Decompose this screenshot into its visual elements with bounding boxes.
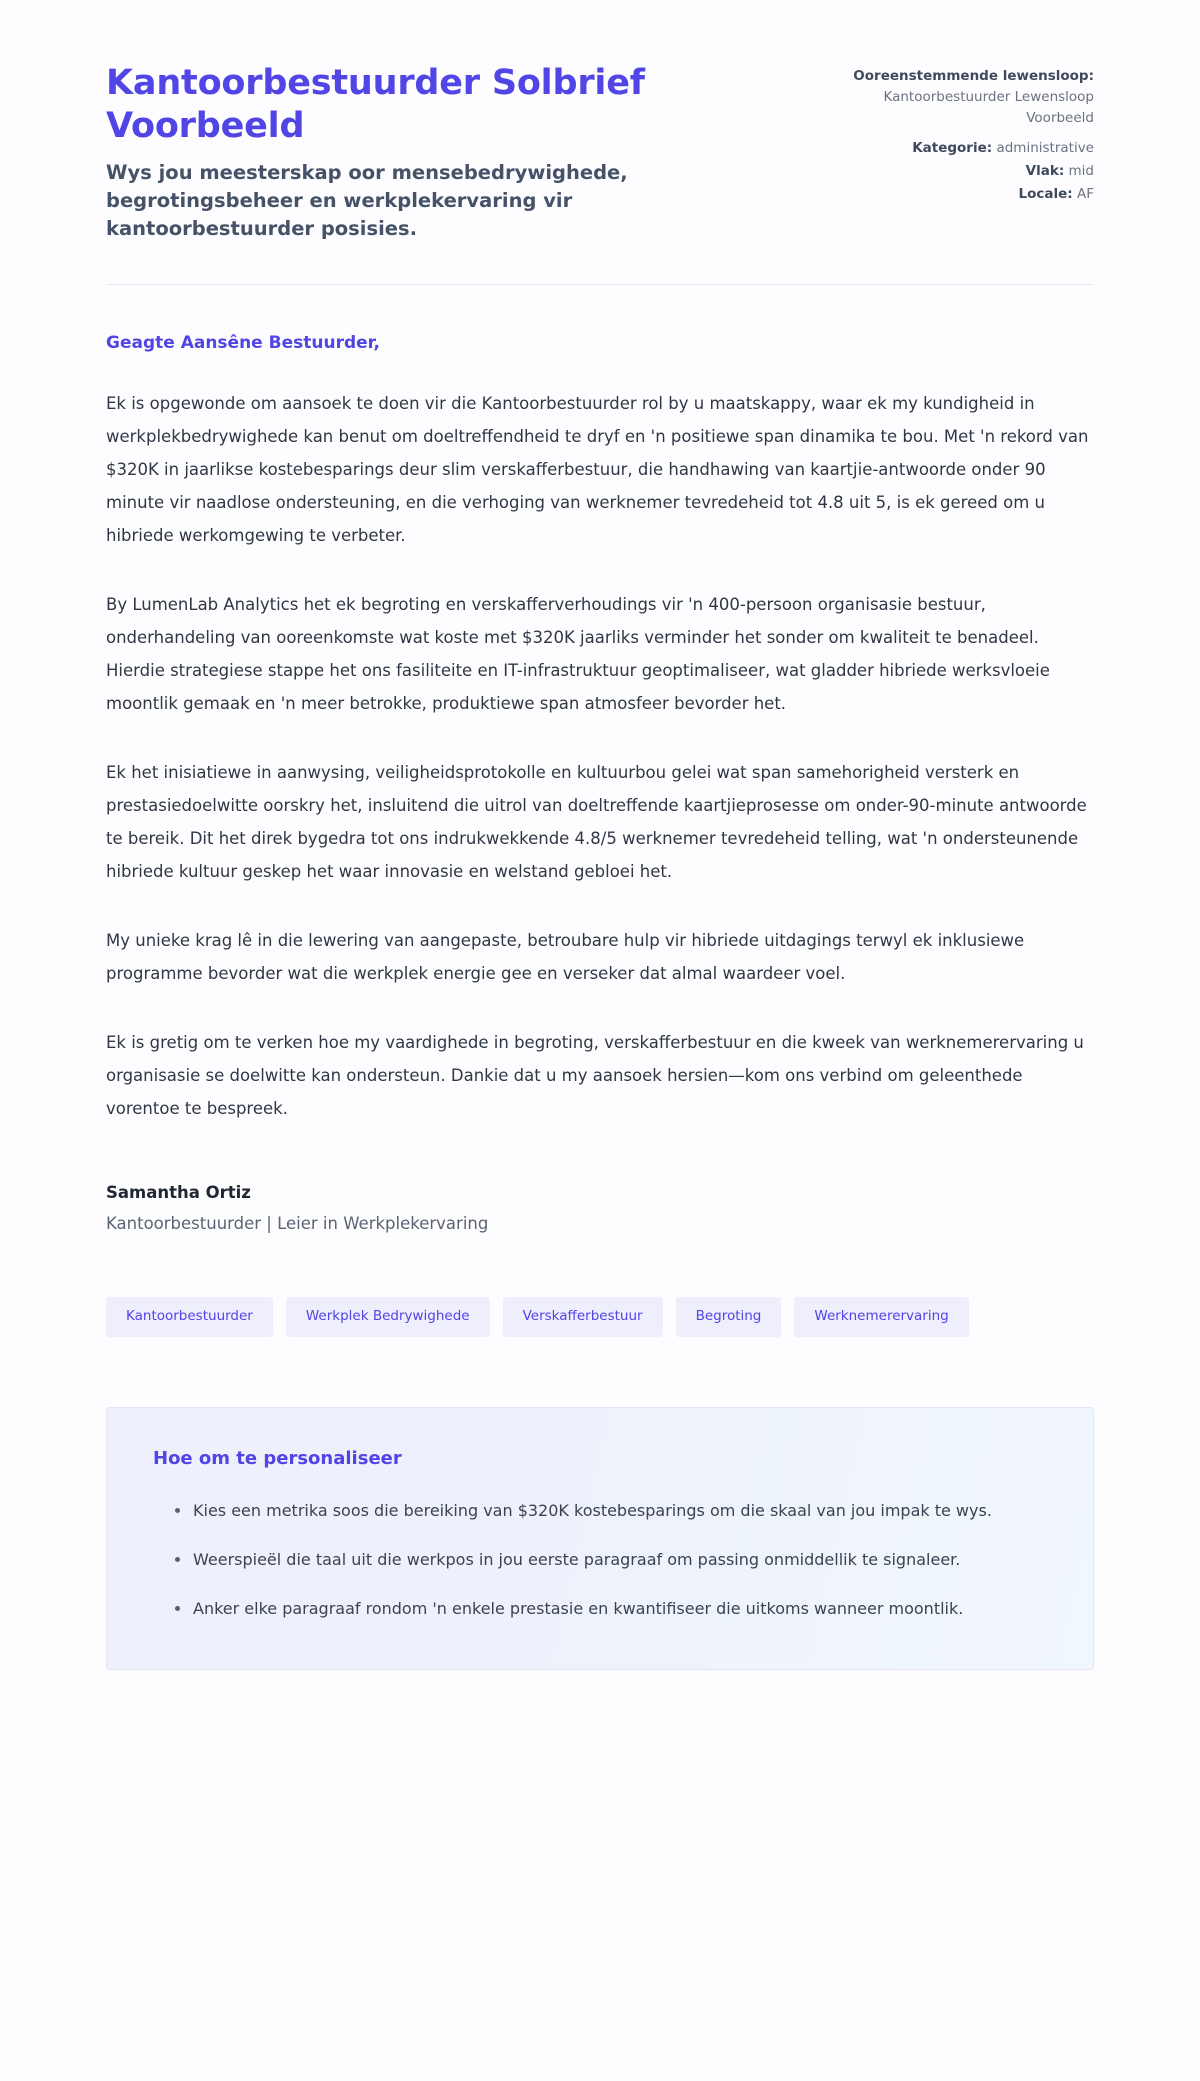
signature-block [106,1183,1094,1233]
letter-paragraph-5: Ek is gretig om te verken hoe my vaardighede in begroting, verskafferbestuur en die kweek van werknemerervaring u organisasie se doelwitte kan ondersteun. Dankie dat u my aansoek hersien—kom ons verbind om geleenthede vorentoe te bespreek. [106,1033,1084,1119]
tag-list [106,1297,1094,1337]
signature-role: Kantoorbestuurder | Leier in Werkplekervaring [106,1214,489,1234]
page-title: Kantoorbestuurder Solbrief Voorbeeld [106,63,645,146]
tag-chip[interactable]: Werkplek Bedrywighede [286,1297,490,1337]
letter-paragraph-3: Ek het inisiatiewe in aanwysing, veiligheidsprotokolle en kultuurbou gelei wat span samehorigheid versterk en prestasiedoelwitte oorskry het, insluitend die uitrol van doeltreffende kaartjieprosesse om onder-90-minute antwoorde te bereik. Dit het direk bygedra tot ons indrukwekkende 4.8/5 werknemer tevredeheid telling, wat 'n ondersteunende hibriede kultuur geskep het waar innovasie en welstand gebloei het. [106,763,1087,882]
tag-chip[interactable]: Begroting [676,1297,782,1337]
meta-matching-resume-value: Kantoorbestuurder Lewensloop Voorbeeld [883,88,1094,126]
letter-paragraph-2: By LumenLab Analytics het ek begroting en verskafferverhoudings vir 'n 400-persoon organisasie bestuur, onderhandeling van ooreenkomste wat koste met $320K jaarliks verminder het sonder om kwaliteit te benadeel. Hierdie strategiese stappe het ons fasiliteite en IT-infrastruktuur geoptimaliseer, wat gladder hibriede werksvloeie moontlik gemaak en 'n meer betrokke, produktiewe span atmosfeer bevorder het. [106,595,1050,714]
callout-tip-list [153,1495,1047,1625]
tag-chip[interactable]: Verskafferbestuur [503,1297,663,1337]
header-metadata [834,62,1094,207]
meta-level-label: Vlak: [1025,162,1065,179]
header-title-block [106,62,794,242]
page-subtitle: Wys jou meesterskap oor mensebedrywighede, begrotingsbeheer en werkplekervaring vir kantoorbestuurder posisies. [106,161,628,240]
callout-tip-item: Anker elke paragraaf rondom 'n enkele prestasie en kwantifiseer die uitkoms wanneer moontlik. [175,1593,1047,1624]
meta-level-value: mid [1068,162,1094,179]
signature-name: Samantha Ortiz [106,1183,251,1203]
document-header [106,62,1094,242]
meta-category-label: Kategorie: [912,139,993,156]
meta-level [834,161,1094,182]
tag-chip[interactable]: Werknemerervaring [794,1297,968,1337]
callout-tip-item: Kies een metrika soos die bereiking van $320K kostebesparings om die skaal van jou impak te wys. [175,1495,1047,1526]
letter-paragraph-1: Ek is opgewonde om aansoek te doen vir die Kantoorbestuurder rol by u maatskappy, waar ek my kundigheid in werkplekbedrywighede kan benut om doeltreffendheid te dryf en 'n positiewe span dinamika te bou. Met 'n rekord van $320K in jaarlikse kostebesparings deur slim verskafferbestuur, die handhawing van kaartjie-antwoorde onder 90 minute vir naadlose ondersteuning, en die verhoging van werknemer tevredeheid tot 4.8 uit 5, is ek gereed om u hibriede werkomgewing te verbeter. [106,394,1089,546]
meta-matching-resume-label: Ooreenstemmende lewensloop: [853,68,1094,84]
personalization-callout [106,1407,1094,1670]
letter-body [106,285,1094,1233]
letter-salutation: Geagte Aansêne Bestuurder, [106,333,380,354]
meta-category [834,138,1094,159]
letter-paragraph-4: My unieke krag lê in die lewering van aangepaste, betroubare hulp vir hibriede uitdagings terwyl ek inklusiewe programme bevorder wat die werkplek energie gee en verseker dat almal waardeer voel. [106,931,1025,984]
tag-chip[interactable]: Kantoorbestuurder [106,1297,273,1337]
callout-tip-item: Weerspieël die taal uit die werkpos in jou eerste paragraaf om passing onmiddellik te signaleer. [175,1544,1047,1575]
meta-locale [834,184,1094,205]
meta-matching-resume [834,66,1094,129]
meta-category-value: administrative [996,139,1094,156]
meta-locale-value: AF [1076,185,1094,202]
meta-locale-label: Locale: [1018,185,1073,202]
callout-title: Hoe om te personaliseer [153,1447,402,1469]
